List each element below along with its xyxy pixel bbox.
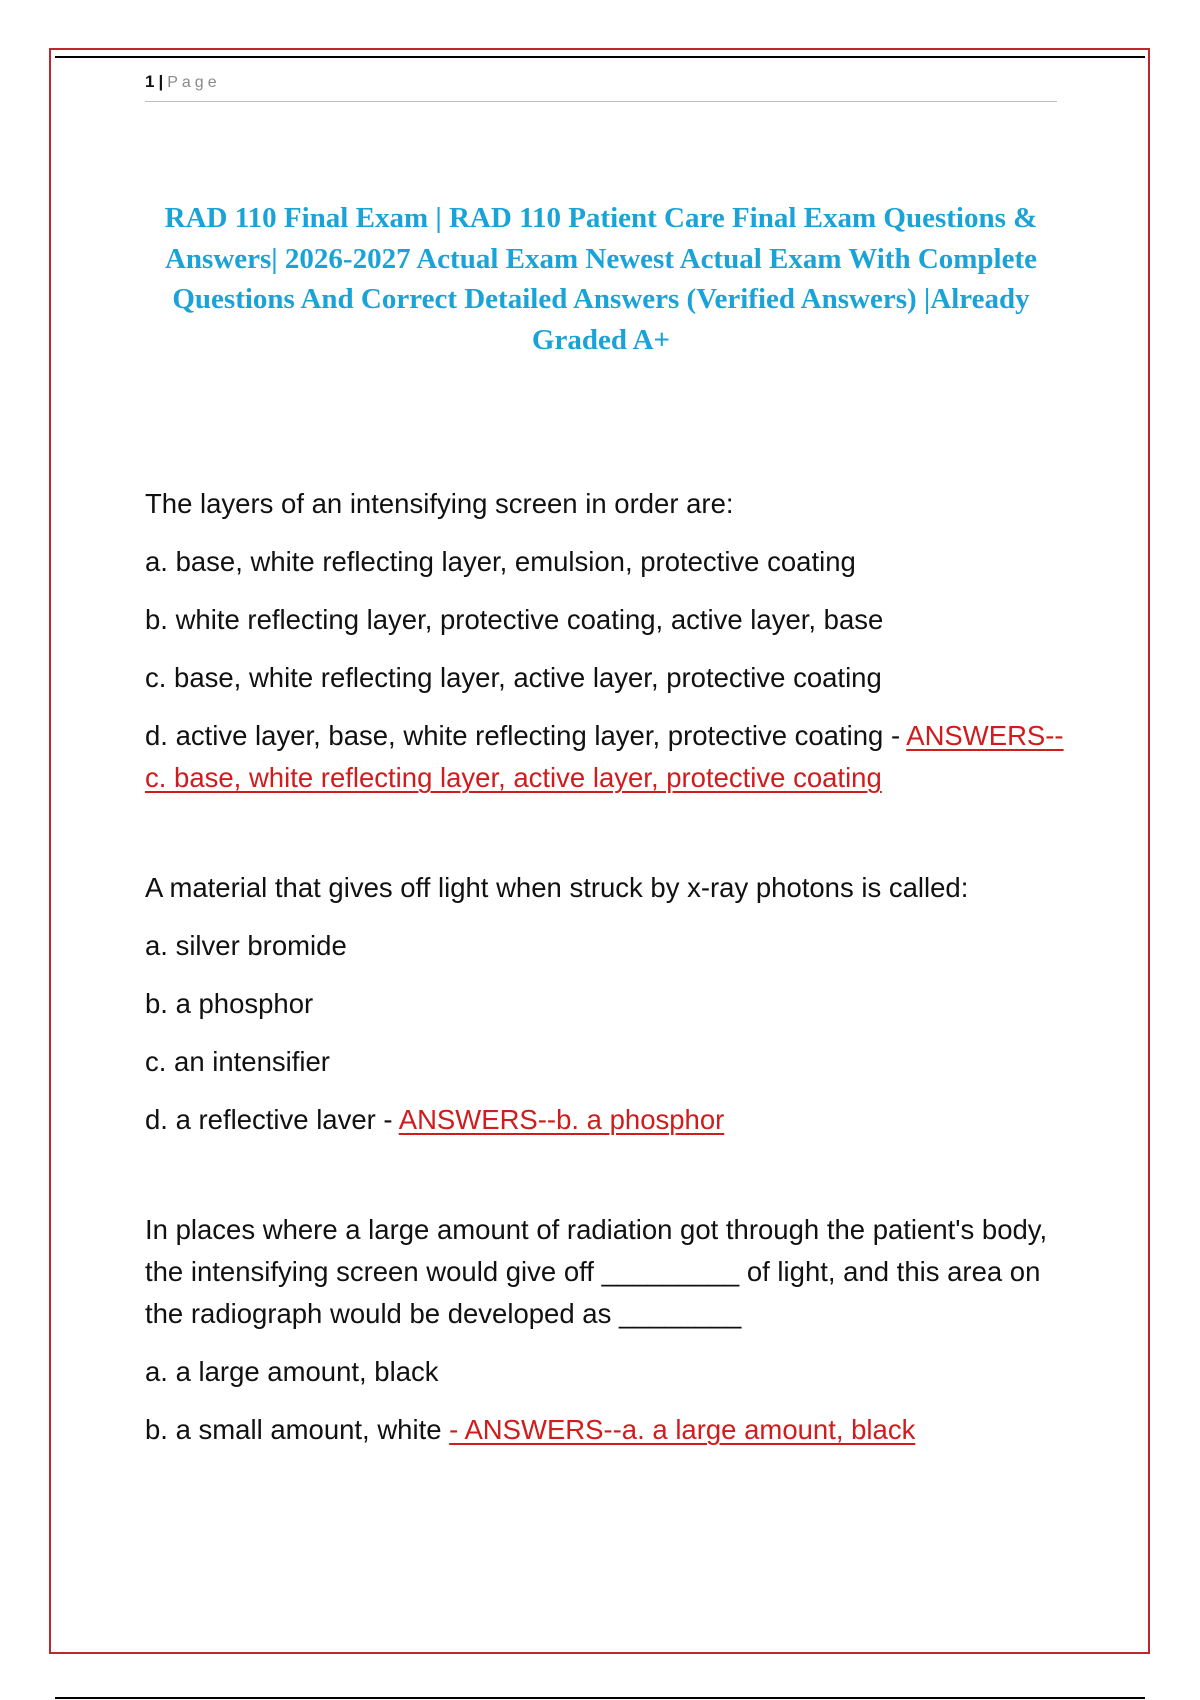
answer-option: b. a small amount, white — [145, 1414, 442, 1445]
answer-option: d. active layer, base, white reflecting layer, protective coating - — [145, 720, 901, 751]
question-stem: In places where a large amount of radiation got through the patient's body, the intensifying screen would give off _________ of light, and this area on the radiograph would be developed as ________ — [145, 1214, 1048, 1329]
document-title: RAD 110 Final Exam | RAD 110 Patient Care Final Exam Questions & Answers| 2026-2027 Actual Exam Newest Actual Exam With Complete Questions And Correct Detailed Answers (Verified Answers) |Already Graded A+ — [164, 202, 1038, 356]
answer-option-with-key — [145, 1099, 1065, 1141]
answer-option-with-key — [145, 715, 1065, 799]
answer-option: a. silver bromide — [145, 930, 347, 961]
next-page-rule — [55, 1697, 1145, 1699]
answer-option: a. a large amount, black — [145, 1356, 439, 1387]
question-stem: The layers of an intensifying screen in order are: — [145, 488, 734, 519]
correct-answer: ANSWERS--c. base, white reflecting layer, active layer, protective coating — [145, 720, 1064, 793]
document-body — [145, 483, 1065, 1467]
answer-option: a. base, white reflecting layer, emulsion, protective coating — [145, 546, 856, 577]
question-block — [145, 483, 1065, 799]
page-number: 1 — [145, 72, 155, 91]
question-block — [145, 1209, 1065, 1451]
question-spacer — [145, 1157, 1065, 1209]
answer-option: b. white reflecting layer, protective coating, active layer, base — [145, 604, 884, 635]
answer-option: b. a phosphor — [145, 988, 314, 1019]
question-block — [145, 867, 1065, 1141]
answer-option: c. base, white reflecting layer, active layer, protective coating — [145, 662, 882, 693]
page-label: Page — [167, 74, 221, 91]
page-top-rule — [55, 56, 1145, 58]
answer-option-with-key — [145, 1409, 1065, 1451]
answer-option: c. an intensifier — [145, 1046, 330, 1077]
answer-option: d. a reflective laver - — [145, 1104, 393, 1135]
question-spacer — [145, 815, 1065, 867]
page-header — [145, 72, 1057, 102]
page-separator: | — [158, 72, 164, 91]
question-stem: A material that gives off light when struck by x-ray photons is called: — [145, 872, 969, 903]
correct-answer: ANSWERS--b. a phosphor — [398, 1104, 725, 1135]
correct-answer: - ANSWERS--a. a large amount, black — [449, 1414, 916, 1445]
